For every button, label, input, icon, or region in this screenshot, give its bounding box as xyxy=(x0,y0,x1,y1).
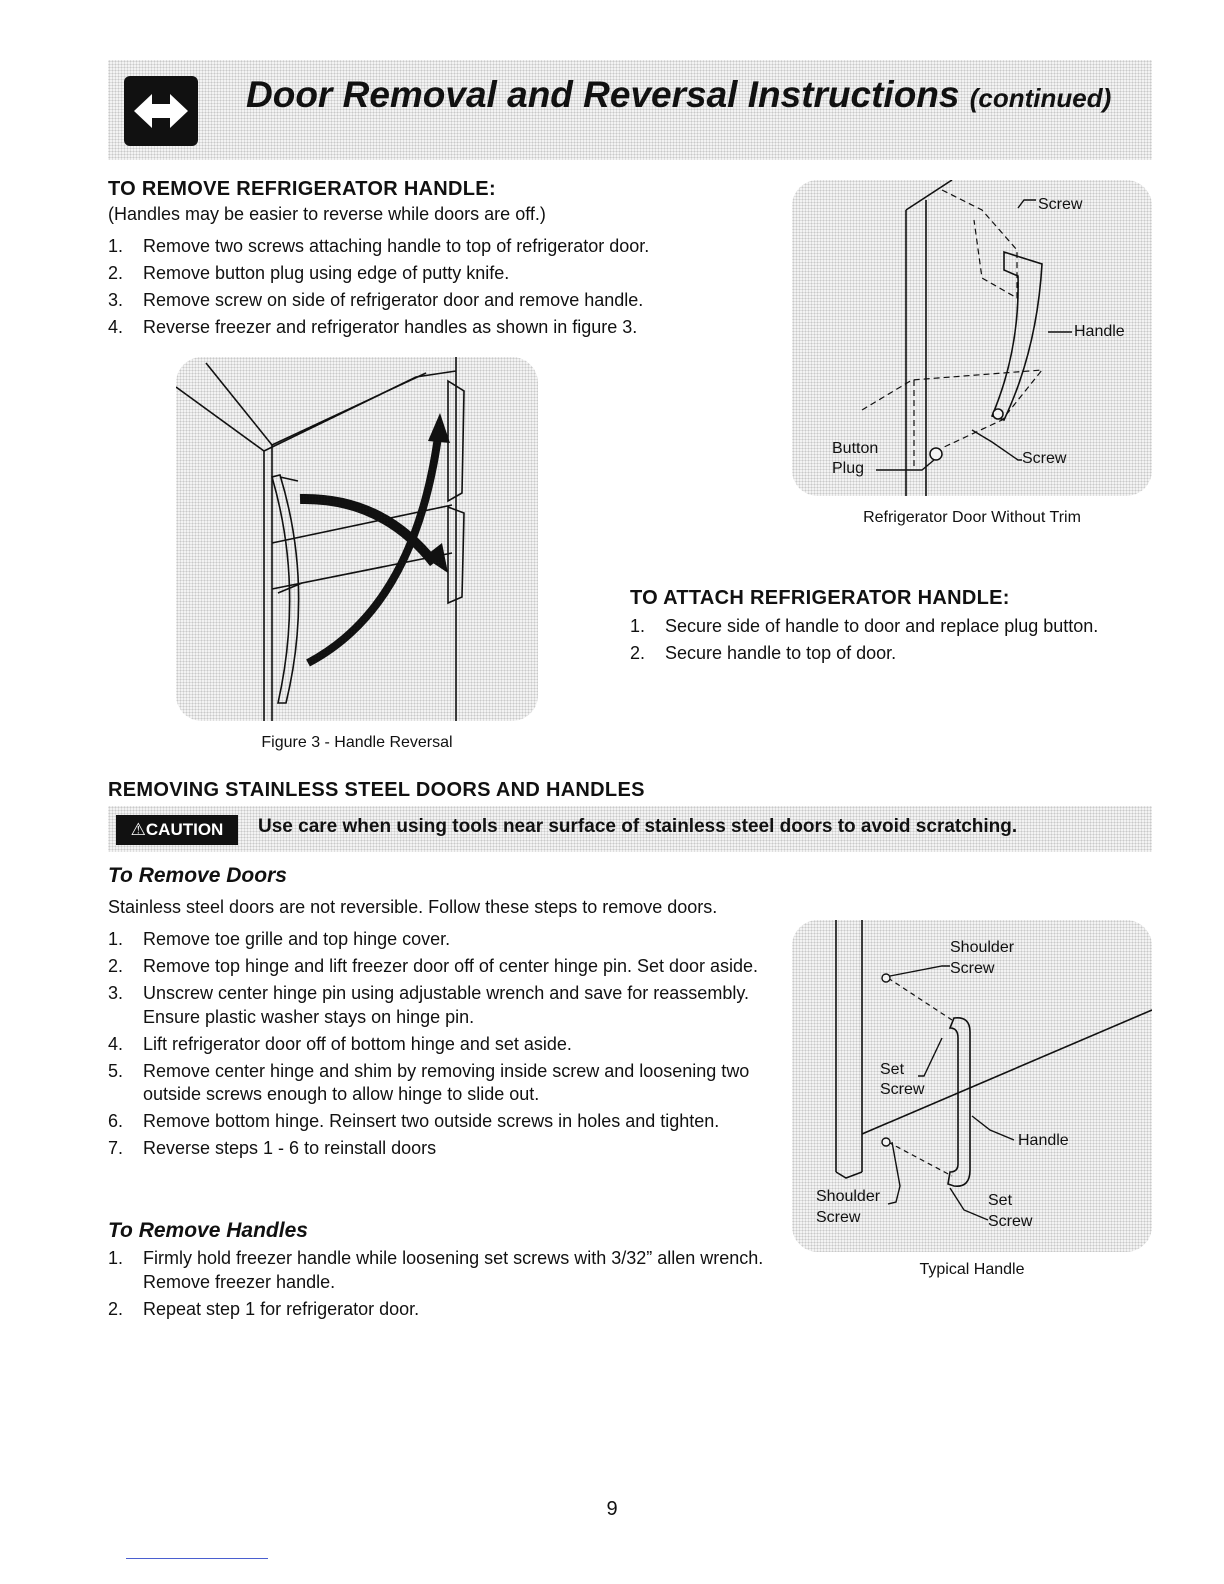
attach-handle-steps xyxy=(630,615,1150,669)
list-item: 4. Reverse freezer and refrigerator handles as shown in figure 3. xyxy=(108,317,638,337)
remove-handles-steps xyxy=(108,1247,770,1325)
remove-doors-heading: To Remove Doors xyxy=(108,864,287,887)
label-button: Button xyxy=(832,440,879,457)
remove-handle-steps xyxy=(108,235,708,343)
list-item: 1. Remove toe grille and top hinge cover. xyxy=(108,929,451,949)
list-item: 6. Remove bottom hinge. Reinsert two outside screws in holes and tighten. xyxy=(108,1111,720,1131)
warning-triangle-icon: ⚠ xyxy=(130,820,146,839)
list-item: 2. Secure handle to top of door. xyxy=(630,643,897,663)
page-title xyxy=(246,74,1111,116)
label-handle: Handle xyxy=(1074,323,1125,340)
list-item: 4. Lift refrigerator door off of bottom hinge and set aside. xyxy=(108,1033,572,1054)
figure-handle-reversal xyxy=(176,357,538,721)
list-item: 7. Reverse steps 1 - 6 to reinstall doors xyxy=(108,1138,437,1158)
label-set-bottom: Set xyxy=(988,1192,1013,1209)
figure-door-without-trim xyxy=(792,180,1152,496)
label-shoulder-bottom: Shoulder xyxy=(816,1188,881,1205)
footer-rule xyxy=(126,1558,268,1559)
stainless-heading: REMOVING STAINLESS STEEL DOORS AND HANDLES xyxy=(108,779,645,801)
label-screw-bottom: Screw xyxy=(1022,450,1067,467)
list-item: 3. Unscrew center hinge pin using adjustable wrench and save for reassembly. Ensure plastic washer stays on hinge pin. xyxy=(108,983,749,1027)
figure-typical-caption: Typical Handle xyxy=(919,1261,1025,1278)
label-handle: Handle xyxy=(1018,1132,1069,1149)
label-shoulder-top: Shoulder xyxy=(950,939,1015,956)
label-screw-top: Screw xyxy=(950,960,995,977)
list-item: 2. Remove top hinge and lift freezer door off of center hinge pin. Set door aside. xyxy=(108,956,759,976)
figure-door-caption: Refrigerator Door Without Trim xyxy=(863,509,1081,526)
remove-handle-heading: TO REMOVE REFRIGERATOR HANDLE: xyxy=(108,178,496,200)
remove-handles-heading: To Remove Handles xyxy=(108,1219,308,1242)
caution-text: Use care when using tools near surface of stainless steel doors to avoid scratching. xyxy=(258,816,1018,837)
list-item: 2. Remove button plug using edge of putty knife. xyxy=(108,263,510,283)
list-item: 2. Repeat step 1 for refrigerator door. xyxy=(108,1298,420,1319)
handle-reversal-illustration xyxy=(176,357,538,721)
figure-typical-handle xyxy=(792,920,1152,1252)
list-item: 3. Remove screw on side of refrigerator door and remove handle. xyxy=(108,290,644,310)
page-number: 9 xyxy=(606,1498,618,1520)
attach-handle-heading: TO ATTACH REFRIGERATOR HANDLE: xyxy=(630,587,1010,609)
label-screw-bottom: Screw xyxy=(816,1209,861,1226)
label-setscrew-top: Screw xyxy=(880,1081,925,1098)
list-item: 1. Secure side of handle to door and replace plug button. xyxy=(630,616,1099,636)
double-arrow-icon xyxy=(124,76,198,146)
remove-doors-intro: Stainless steel doors are not reversible. Follow these steps to remove doors. xyxy=(108,897,718,917)
page-title-continued: (continued) xyxy=(969,83,1112,113)
remove-doors-steps xyxy=(108,928,770,1164)
label-setscrew-bottom: Screw xyxy=(988,1213,1033,1230)
label-screw-top: Screw xyxy=(1038,196,1083,213)
remove-handle-note: (Handles may be easier to reverse while doors are off.) xyxy=(108,204,546,224)
figure-reversal-caption: Figure 3 - Handle Reversal xyxy=(261,734,453,751)
list-item: 1. Remove two screws attaching handle to top of refrigerator door. xyxy=(108,236,650,256)
page-title-text: Door Removal and Reversal Instructions xyxy=(246,74,960,115)
label-plug: Plug xyxy=(832,460,865,477)
caution-badge: ⚠CAUTION xyxy=(116,815,238,845)
list-item: 1. Firmly hold freezer handle while loosening set screws with 3/32” allen wrench. Remove freezer handle. xyxy=(108,1248,764,1292)
label-set-top: Set xyxy=(880,1061,905,1078)
list-item: 5. Remove center hinge and shim by removing inside screw and loosening two outside screws enough to allow hinge to slide out. xyxy=(108,1060,750,1104)
